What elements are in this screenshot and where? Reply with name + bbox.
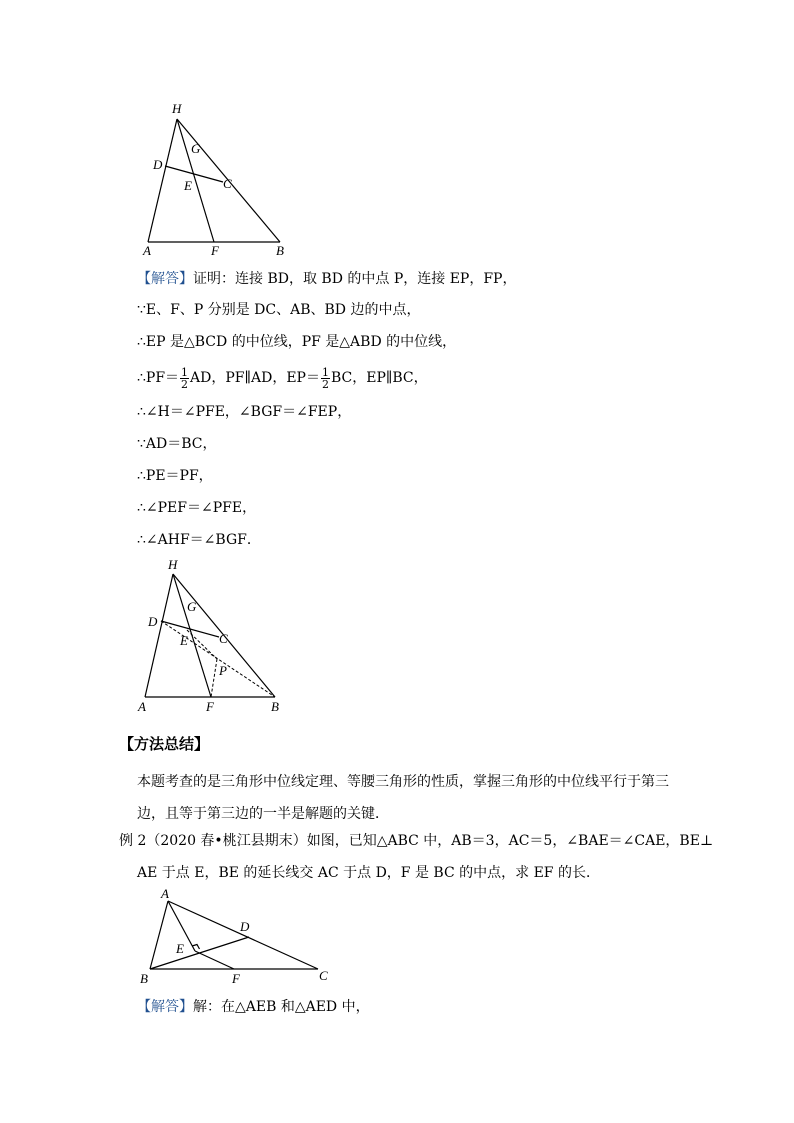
fig2-label-p: P: [219, 663, 227, 678]
fig2-label-d: D: [148, 614, 158, 629]
solution2-text: 解：在△AEB 和△AED 中，: [193, 999, 370, 1015]
fig1-label-f: F: [211, 243, 219, 258]
fig2-dashed-db: [161, 621, 275, 697]
fraction-denominator: 2: [321, 377, 329, 391]
figure-3-triangle: [138, 886, 338, 986]
fig1-label-e: E: [184, 178, 192, 193]
solution1-line9: ∴∠AHF＝∠BGF．: [137, 532, 261, 548]
solution1-tag: 【解答】: [137, 271, 193, 287]
fig2-label-f: F: [206, 699, 214, 714]
fig3-label-c: C: [319, 968, 328, 983]
fig1-line-dc: [165, 166, 223, 182]
fig3-side-ac: [168, 901, 318, 969]
solution1-line8: ∴∠PEF＝∠PFE，: [137, 500, 257, 516]
solution1-line4: [137, 364, 428, 392]
fig1-label-g: G: [191, 141, 201, 156]
fig1-label-c: C: [223, 176, 232, 191]
fig2-dashed-pf: [211, 659, 217, 697]
fig3-line-ef: [195, 951, 234, 969]
fig2-label-h: H: [168, 557, 178, 572]
fig1-label-b: B: [276, 243, 284, 258]
solution2-line: [137, 997, 370, 1017]
solution1-line4-start: ∴PF＝: [137, 370, 180, 386]
fig2-label-e: E: [180, 633, 188, 648]
method-text: 本题考查的是三角形中位线定理、等腰三角形的性质，掌握三角形的中位线平行于第三边，且等于第三边的一半是解题的关键．: [137, 774, 669, 822]
solution1-intro: 证明：连接 BD，取 BD 的中点 P，连接 EP，FP，: [193, 271, 517, 287]
example2-line1: 例 2（2020 春•桃江县期末）如图，已知△ABC 中，AB＝3，AC＝5，∠BAE＝∠CAE，BE⊥: [119, 833, 714, 849]
figure-3-svg: [138, 886, 338, 986]
example2-line2: AE 于点 E，BE 的延长线交 AC 于点 D，F 是 BC 的中点，求 EF 的长．: [137, 865, 600, 881]
fraction-numerator: 1: [321, 365, 329, 379]
figure-1-triangle: [135, 100, 295, 260]
fraction-numerator: 1: [181, 365, 189, 379]
fig1-label-d: D: [153, 157, 163, 172]
fig1-label-h: H: [172, 101, 182, 116]
solution1-intro-line: [137, 269, 516, 289]
fig3-label-e: E: [176, 941, 184, 956]
fig2-label-b: B: [271, 699, 279, 714]
figure-2-svg: [135, 555, 295, 720]
figure-2-triangle: [135, 555, 295, 720]
solution1-line7: ∴PE＝PF，: [137, 468, 213, 484]
solution2-tag: 【解答】: [137, 999, 193, 1015]
fig2-label-g: G: [187, 599, 197, 614]
fig2-label-a: A: [138, 699, 146, 714]
solution1-line2: ∵E、F、P 分别是 DC、AB、BD 边的中点，: [137, 302, 421, 318]
solution1-line5: ∴∠H＝∠PFE，∠BGF＝∠FEP，: [137, 404, 352, 420]
fraction-half-2: [321, 367, 330, 390]
solution1-line6: ∵AD＝BC，: [137, 436, 217, 452]
fig3-label-f: F: [232, 971, 240, 986]
fig3-label-d: D: [240, 919, 250, 934]
fraction-denominator: 2: [181, 377, 189, 391]
fraction-half-1: [180, 367, 189, 390]
solution1-line4-mid2: BC，EP∥BC，: [330, 370, 428, 386]
fig3-label-b: B: [140, 971, 148, 986]
solution1-line4-mid1: AD，PF∥AD，EP＝: [190, 370, 320, 386]
fig1-line-hf: [177, 119, 214, 242]
fig1-side-ah: [148, 119, 177, 242]
fig2-label-c: C: [219, 631, 228, 646]
fig3-label-a: A: [161, 886, 169, 901]
fig2-side-ah: [145, 574, 173, 697]
fig3-side-ab: [150, 901, 168, 969]
fig2-dashed-ep: [187, 630, 217, 659]
solution1-line3: ∴EP 是△BCD 的中位线，PF 是△ABD 的中位线，: [137, 334, 457, 350]
method-title: 【方法总结】: [119, 735, 210, 753]
figure-1-svg: [135, 100, 295, 260]
fig2-line-dc: [161, 621, 219, 637]
fig1-label-a: A: [143, 243, 151, 258]
